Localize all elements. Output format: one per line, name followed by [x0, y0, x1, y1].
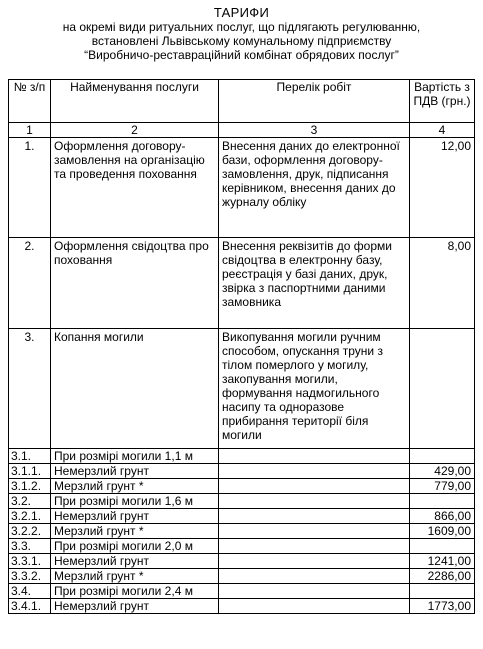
row-number: 3.1.	[9, 449, 51, 464]
row-service: При розмірі могили 1,1 м	[51, 449, 219, 464]
row-number: 3.3.2.	[9, 569, 51, 584]
subtitle-line-1: на окремі види ритуальних послуг, що підлягають регулюванню,	[62, 20, 421, 34]
row-works	[219, 554, 410, 569]
row-service: Оформлення свідоцтва про поховання	[51, 238, 219, 329]
header-price: Вартість з ПДВ (грн.)	[410, 80, 475, 123]
row-works	[219, 539, 410, 554]
column-index: 1	[9, 123, 51, 138]
row-price	[410, 539, 475, 554]
tariffs-table	[8, 79, 475, 614]
column-index: 2	[51, 123, 219, 138]
row-price: 8,00	[410, 238, 475, 329]
row-service: Мерзлий грунт *	[51, 524, 219, 539]
table-row	[9, 464, 475, 479]
row-number: 3.4.1.	[9, 599, 51, 614]
row-works: Внесення реквізитів до форми свідоцтва в електронну базу, реєстрація у базі даних, друк, звірка з паспортними даними замовника	[219, 238, 410, 329]
row-service: Мерзлий грунт *	[51, 569, 219, 584]
row-price: 1609,00	[410, 524, 475, 539]
row-works	[219, 494, 410, 509]
row-price: 1773,00	[410, 599, 475, 614]
table-row	[9, 554, 475, 569]
row-price: 2286,00	[410, 569, 475, 584]
table-row	[9, 509, 475, 524]
row-number: 3.4.	[9, 584, 51, 599]
document-header	[0, 0, 483, 62]
row-works	[219, 509, 410, 524]
table-row	[9, 449, 475, 464]
header-number: № з/п	[9, 80, 51, 123]
subtitle-line-2: встановлені Львівському комунальному підприємству	[91, 34, 392, 48]
row-service: При розмірі могили 2,0 м	[51, 539, 219, 554]
row-service: Немерзлий грунт	[51, 464, 219, 479]
subtitle-line-3: “Виробничо-реставраційний комбінат обрядових послуг”	[84, 48, 399, 62]
row-number: 3.2.	[9, 494, 51, 509]
header-works: Перелік робіт	[219, 80, 410, 123]
table-row	[9, 569, 475, 584]
row-service: При розмірі могили 2,4 м	[51, 584, 219, 599]
table-row	[9, 599, 475, 614]
table-row	[9, 539, 475, 554]
row-price: 1241,00	[410, 554, 475, 569]
row-number: 3.3.1.	[9, 554, 51, 569]
row-number: 2.	[9, 238, 51, 329]
table-row	[9, 494, 475, 509]
row-number: 3.3.	[9, 539, 51, 554]
row-number: 3.2.1.	[9, 509, 51, 524]
table-row	[9, 524, 475, 539]
row-price	[410, 584, 475, 599]
row-service: Немерзлий грунт	[51, 599, 219, 614]
row-price: 866,00	[410, 509, 475, 524]
column-index: 4	[410, 123, 475, 138]
column-index-row	[9, 123, 475, 138]
row-works: Викопування могили ручним способом, опускання труни з тілом померлого у могилу, закопування могили, формування надмогильного насипу та одноразове прибирання території біля могили	[219, 329, 410, 449]
row-number: 3.2.2.	[9, 524, 51, 539]
row-service: Немерзлий грунт	[51, 509, 219, 524]
row-number: 1.	[9, 138, 51, 238]
row-price: 779,00	[410, 479, 475, 494]
row-service: Мерзлий грунт *	[51, 479, 219, 494]
row-works	[219, 524, 410, 539]
row-price	[410, 329, 475, 449]
row-number: 3.	[9, 329, 51, 449]
row-price	[410, 494, 475, 509]
row-works	[219, 599, 410, 614]
row-price	[410, 449, 475, 464]
row-works	[219, 449, 410, 464]
column-index: 3	[219, 123, 410, 138]
header-service: Найменування послуги	[51, 80, 219, 123]
row-price: 12,00	[410, 138, 475, 238]
row-service: Немерзлий грунт	[51, 554, 219, 569]
row-price: 429,00	[410, 464, 475, 479]
row-number: 3.1.1.	[9, 464, 51, 479]
table-row	[9, 329, 475, 449]
table-row	[9, 138, 475, 238]
table-header-row	[9, 80, 475, 123]
row-works	[219, 569, 410, 584]
document-title: ТАРИФИ	[213, 5, 270, 20]
table-row	[9, 238, 475, 329]
row-works	[219, 479, 410, 494]
row-works	[219, 584, 410, 599]
row-works: Внесення даних до електронної бази, оформлення договору-замовлення, друк, підписання керівником, внесення даних до журналу обліку	[219, 138, 410, 238]
table-row	[9, 479, 475, 494]
row-service: Копання могили	[51, 329, 219, 449]
table-row	[9, 584, 475, 599]
row-service: При розмірі могили 1,6 м	[51, 494, 219, 509]
row-service: Оформлення договору-замовлення на організацію та проведення поховання	[51, 138, 219, 238]
row-works	[219, 464, 410, 479]
row-number: 3.1.2.	[9, 479, 51, 494]
